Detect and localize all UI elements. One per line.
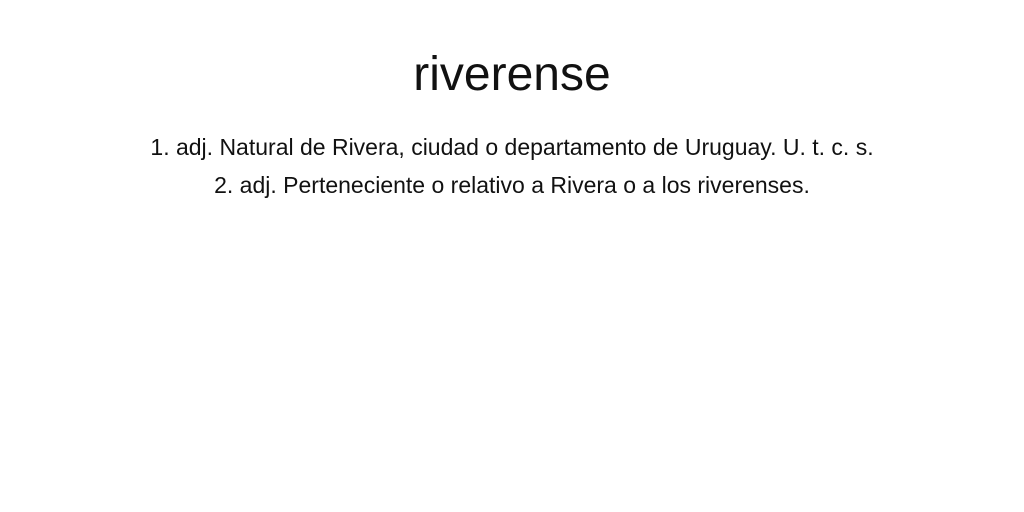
definition-item: 2. adj. Perteneciente o relativo a Rivera o a los riverenses. — [214, 172, 810, 198]
definition-item: 1. adj. Natural de Rivera, ciudad o departamento de Uruguay. U. t. c. s. — [150, 134, 874, 160]
dictionary-entry — [0, 0, 1024, 204]
definition-list — [0, 128, 1024, 204]
headword-title: riverense — [413, 48, 611, 101]
